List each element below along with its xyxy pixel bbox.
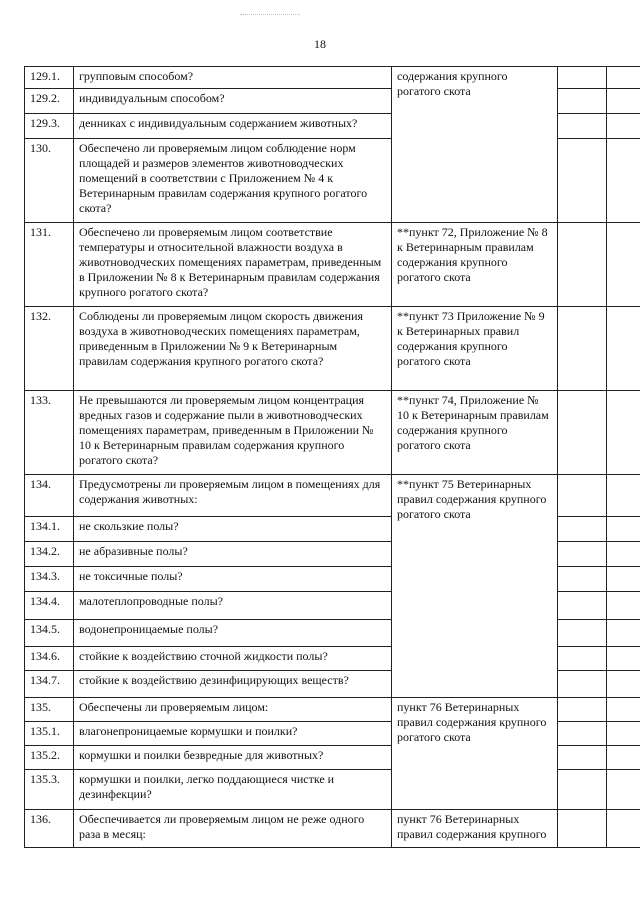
item-number: 136. (25, 810, 74, 848)
item-number: 134.3. (25, 567, 74, 592)
answer-cell[interactable] (607, 746, 640, 770)
answer-cell[interactable] (607, 542, 640, 567)
question-text: Предусмотрены ли проверяемым лицом в помещениях для содержания животных: (74, 475, 392, 517)
answer-cell[interactable] (607, 810, 640, 848)
answer-cell[interactable] (558, 139, 607, 223)
answer-cell[interactable] (558, 114, 607, 139)
table-row (25, 67, 640, 89)
item-number: 129.2. (25, 89, 74, 114)
answer-cell[interactable] (558, 647, 607, 671)
answer-cell[interactable] (558, 67, 607, 89)
answer-cell[interactable] (558, 391, 607, 475)
answer-cell[interactable] (607, 698, 640, 722)
legal-reference: **пункт 74, Приложение № 10 к Ветеринарным правилам содержания крупного рогатого скота (392, 391, 558, 475)
item-number: 134.1. (25, 517, 74, 542)
item-number: 131. (25, 223, 74, 307)
table-row (25, 223, 640, 307)
answer-cell[interactable] (607, 391, 640, 475)
answer-cell[interactable] (558, 698, 607, 722)
item-number: 135.2. (25, 746, 74, 770)
answer-cell[interactable] (607, 647, 640, 671)
item-number: 134.7. (25, 671, 74, 698)
answer-cell[interactable] (607, 89, 640, 114)
answer-cell[interactable] (607, 475, 640, 517)
item-number: 134.4. (25, 592, 74, 620)
question-text: малотеплопроводные полы? (74, 592, 392, 620)
answer-cell[interactable] (558, 746, 607, 770)
table-row (25, 475, 640, 517)
question-text: Обеспечено ли проверяемым лицом соблюдение норм площадей и размеров элементов животноводческих помещений в соответствии с Приложением № 4 к Ветеринарным правилам содержания крупного рогатого скота? (74, 139, 392, 223)
table-row (25, 698, 640, 722)
question-text: индивидуальным способом? (74, 89, 392, 114)
question-text: влагонепроницаемые кормушки и поилки? (74, 722, 392, 746)
answer-cell[interactable] (558, 722, 607, 746)
answer-cell[interactable] (607, 567, 640, 592)
item-number: 135.3. (25, 770, 74, 810)
question-text: Обеспечивается ли проверяемым лицом не реже одного раза в месяц: (74, 810, 392, 848)
answer-cell[interactable] (607, 307, 640, 391)
answer-cell[interactable] (607, 671, 640, 698)
question-text: денниках с индивидуальным содержанием животных? (74, 114, 392, 139)
scan-artifact (240, 14, 300, 19)
item-number: 134.6. (25, 647, 74, 671)
question-text: не токсичные полы? (74, 567, 392, 592)
answer-cell[interactable] (558, 770, 607, 810)
answer-cell[interactable] (607, 620, 640, 647)
answer-cell[interactable] (558, 567, 607, 592)
page-number: 18 (314, 37, 326, 51)
table-row (25, 307, 640, 391)
question-text: Не превышаются ли проверяемым лицом концентрация вредных газов и содержание пыли в животноводческих помещениях параметрам, приведенным в Приложении № 10 к Ветеринарным правилам содержания крупного рогатого скота? (74, 391, 392, 475)
question-text: стойкие к воздействию дезинфицирующих веществ? (74, 671, 392, 698)
question-text: стойкие к воздействию сточной жидкости полы? (74, 647, 392, 671)
answer-cell[interactable] (607, 67, 640, 89)
item-number: 134.5. (25, 620, 74, 647)
answer-cell[interactable] (558, 810, 607, 848)
answer-cell[interactable] (558, 542, 607, 567)
answer-cell[interactable] (558, 517, 607, 542)
answer-cell[interactable] (607, 722, 640, 746)
question-text: кормушки и поилки, легко поддающиеся чистке и дезинфекции? (74, 770, 392, 810)
answer-cell[interactable] (607, 517, 640, 542)
question-text: Обеспечено ли проверяемым лицом соответствие температуры и относительной влажности воздуха в животноводческих помещениях параметрам, приведенным в Приложении № 8 к Ветеринарным правилам содержания крупного рогатого скота? (74, 223, 392, 307)
answer-cell[interactable] (558, 620, 607, 647)
question-text: водонепроницаемые полы? (74, 620, 392, 647)
question-text: не абразивные полы? (74, 542, 392, 567)
item-number: 135. (25, 698, 74, 722)
legal-reference: **пункт 72, Приложение № 8 к Ветеринарным правилам содержания крупного рогатого скота (392, 223, 558, 307)
question-text: не скользкие полы? (74, 517, 392, 542)
answer-cell[interactable] (607, 139, 640, 223)
question-text: Соблюдены ли проверяемым лицом скорость движения воздуха в животноводческих помещениях параметрам, приведенным в Приложении № 9 к Ветеринарным правилам содержания крупного рогатого скота? (74, 307, 392, 391)
answer-cell[interactable] (607, 592, 640, 620)
legal-reference: **пункт 75 Ветеринарных правил содержания крупного рогатого скота (392, 475, 558, 698)
answer-cell[interactable] (558, 671, 607, 698)
answer-cell[interactable] (607, 770, 640, 810)
answer-cell[interactable] (558, 475, 607, 517)
answer-cell[interactable] (558, 89, 607, 114)
item-number: 135.1. (25, 722, 74, 746)
item-number: 132. (25, 307, 74, 391)
question-text: Обеспечены ли проверяемым лицом: (74, 698, 392, 722)
legal-reference: пункт 76 Ветеринарных правил содержания крупного рогатого скота (392, 698, 558, 810)
question-text: кормушки и поилки безвредные для животных? (74, 746, 392, 770)
question-text: групповым способом? (74, 67, 392, 89)
answer-cell[interactable] (607, 114, 640, 139)
answer-cell[interactable] (558, 307, 607, 391)
item-number: 133. (25, 391, 74, 475)
legal-reference: **пункт 73 Приложение № 9 к Ветеринарных правил содержания крупного рогатого скота (392, 307, 558, 391)
checklist-table (24, 66, 640, 848)
answer-cell[interactable] (558, 223, 607, 307)
table-row (25, 810, 640, 848)
legal-reference: содержания крупного рогатого скота (392, 67, 558, 223)
table-row (25, 391, 640, 475)
item-number: 129.3. (25, 114, 74, 139)
item-number: 134.2. (25, 542, 74, 567)
answer-cell[interactable] (558, 592, 607, 620)
legal-reference: пункт 76 Ветеринарных правил содержания крупного (392, 810, 558, 848)
item-number: 129.1. (25, 67, 74, 89)
item-number: 134. (25, 475, 74, 517)
item-number: 130. (25, 139, 74, 223)
answer-cell[interactable] (607, 223, 640, 307)
